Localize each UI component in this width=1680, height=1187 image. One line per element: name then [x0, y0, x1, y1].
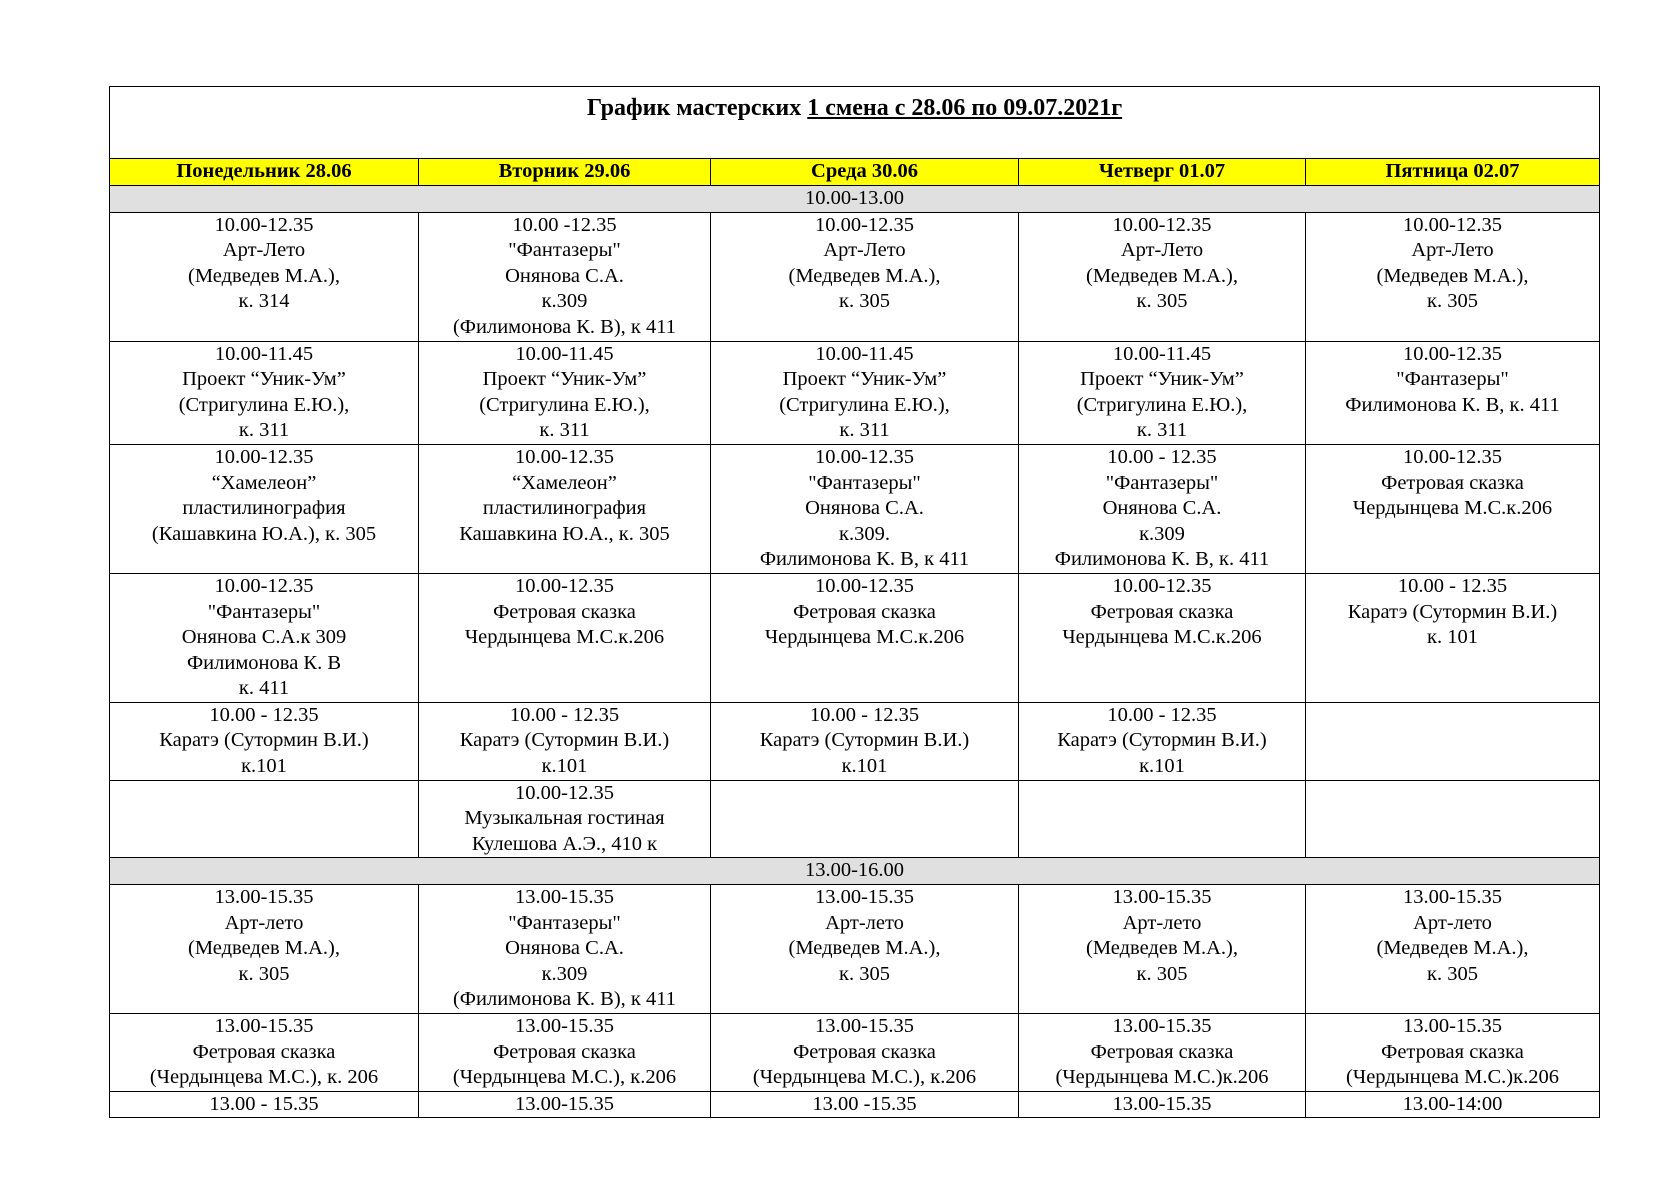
class-time: 10.00-12.35: [1402, 342, 1503, 365]
class-title: Фетровая сказка: [1381, 1040, 1524, 1063]
class-row: [110, 1014, 1600, 1092]
class-cell: [110, 1091, 419, 1118]
class-detail: Чердынцева М.С.к.206: [464, 626, 665, 649]
class-detail: к. 305: [1427, 290, 1478, 313]
class-detail: к. 311: [238, 419, 290, 442]
class-detail: Онянова С.А.: [505, 264, 624, 287]
class-detail: к. 305: [1136, 962, 1188, 985]
class-detail: (Медведев М.А.),: [1376, 937, 1529, 960]
class-title: Фетровая сказка: [192, 1040, 336, 1063]
class-detail: к. 305: [839, 962, 890, 985]
class-title: Арт-Лето: [1120, 239, 1204, 262]
empty-cell: [711, 780, 1019, 858]
class-cell: [1306, 341, 1600, 444]
class-detail: к. 311: [839, 419, 890, 442]
class-cell: [1306, 212, 1600, 341]
class-detail: пластилинография: [182, 497, 346, 520]
class-time: 10.00 -12.35: [512, 213, 617, 236]
class-title: Проект “Уник-Ум”: [182, 368, 346, 391]
class-row: [110, 780, 1600, 858]
weekday-header: Среда 30.06: [711, 159, 1019, 186]
class-time: 13.00-15.35: [514, 1092, 615, 1115]
empty-cell: [1019, 780, 1306, 858]
class-time: 10.00-12.35: [214, 213, 314, 236]
class-detail: к. 305: [839, 290, 890, 313]
class-detail: Онянова С.А.к 309: [181, 626, 347, 649]
class-time: 13.00-15.35: [814, 886, 915, 909]
class-detail: к.309: [541, 962, 588, 985]
class-title: "Фантазеры": [508, 911, 621, 934]
class-detail: (Филимонова К. В), к 411: [452, 988, 677, 1011]
class-title: Каратэ (Сутормин В.И.): [1347, 600, 1558, 623]
class-cell: [711, 1014, 1019, 1092]
class-detail: к.101: [841, 755, 888, 778]
class-detail: (Стригулина Е.Ю.),: [178, 393, 350, 416]
time-slot-label: 13.00-16.00: [110, 858, 1600, 885]
class-cell: [110, 341, 419, 444]
class-time: 10.00 - 12.35: [809, 703, 920, 726]
class-cell: [711, 885, 1019, 1014]
class-cell: [711, 341, 1019, 444]
class-title: Каратэ (Сутормин В.И.): [759, 729, 970, 752]
class-title: Каратэ (Сутормин В.И.): [1057, 729, 1267, 752]
class-title: Фетровая сказка: [793, 600, 936, 623]
class-cell: [419, 212, 711, 341]
class-detail: (Чердынцева М.С.), к.206: [452, 1066, 677, 1089]
class-cell: [1306, 1014, 1600, 1092]
class-title: "Фантазеры": [508, 239, 621, 262]
class-time: 10.00-12.35: [1112, 213, 1212, 236]
class-cell: [1019, 444, 1306, 573]
class-cell: [1019, 341, 1306, 444]
class-time: 10.00-12.35: [814, 445, 915, 468]
class-time: 13.00-15.35: [1402, 1015, 1503, 1037]
class-detail: Филимонова К. В: [186, 651, 342, 674]
class-detail: к. 305: [1136, 290, 1188, 313]
class-title: Арт-лето: [1122, 911, 1202, 934]
class-detail: (Медведев М.А.),: [788, 937, 941, 960]
title-row: [110, 87, 1600, 159]
class-cell: [711, 702, 1019, 780]
class-cell: [419, 1091, 711, 1118]
class-time: 10.00-12.35: [814, 574, 915, 597]
class-cell: [1019, 885, 1306, 1014]
class-time: 10.00-12.35: [514, 574, 615, 597]
class-row: [110, 212, 1600, 341]
class-cell: [419, 702, 711, 780]
class-title: "Фантазеры": [1105, 471, 1219, 494]
class-detail: Кашавкина Ю.А., к. 305: [459, 522, 670, 545]
class-detail: Чердынцева М.С.к.206: [764, 626, 965, 649]
class-time: 13.00-15.35: [1112, 886, 1212, 909]
class-time: 10.00-12.35: [1112, 574, 1212, 597]
class-detail: (Медведев М.А.),: [1376, 264, 1529, 287]
class-cell: [419, 444, 711, 573]
class-cell: [1019, 212, 1306, 341]
empty-cell: [110, 780, 419, 858]
class-title: Фетровая сказка: [493, 1040, 636, 1063]
class-detail: к. 311: [539, 419, 590, 442]
class-time: 13.00-15.35: [514, 886, 615, 909]
class-title: Каратэ (Сутормин В.И.): [159, 729, 369, 752]
class-title: “Хамелеон”: [211, 471, 317, 494]
weekday-header: Понедельник 28.06: [110, 159, 419, 186]
title-cell: [110, 87, 1600, 159]
class-title: Фетровая сказка: [1090, 600, 1234, 623]
class-cell: [419, 341, 711, 444]
class-time: 13.00 - 15.35: [209, 1092, 319, 1115]
class-time: 13.00-15.35: [1112, 1015, 1212, 1037]
class-title: Фетровая сказка: [793, 1040, 936, 1063]
class-cell: [711, 1091, 1019, 1118]
class-cell: [419, 1014, 711, 1092]
class-detail: Филимонова К. В, к. 411: [1345, 393, 1560, 416]
class-title: Фетровая сказка: [1090, 1040, 1234, 1063]
class-title: “Хамелеон”: [512, 471, 617, 494]
class-time: 10.00-12.35: [214, 574, 314, 597]
class-time: 13.00-15.35: [214, 886, 314, 909]
time-slot-row: [110, 858, 1600, 885]
class-time: 13.00-14:00: [1402, 1092, 1503, 1115]
class-title: Проект “Уник-Ум”: [482, 368, 647, 391]
class-time: 10.00 - 12.35: [1107, 703, 1217, 726]
class-time: 13.00-15.35: [1402, 886, 1503, 909]
weekday-header-row: [110, 159, 1600, 186]
class-detail: (Медведев М.А.),: [1086, 264, 1238, 287]
class-time: 13.00-15.35: [1112, 1092, 1212, 1115]
class-detail: (Медведев М.А.),: [1086, 937, 1238, 960]
class-cell: [1306, 573, 1600, 702]
class-time: 13.00-15.35: [514, 1015, 615, 1037]
class-cell: [1019, 702, 1306, 780]
class-detail: к. 314: [238, 290, 290, 313]
time-slot-label: 10.00-13.00: [110, 186, 1600, 213]
class-detail: к. 411: [238, 677, 290, 700]
class-detail: к.309: [1139, 522, 1185, 545]
class-time: 10.00-12.35: [1402, 445, 1503, 468]
weekday-header: Четверг 01.07: [1019, 159, 1306, 186]
class-cell: [419, 885, 711, 1014]
class-detail: к.309.: [839, 522, 890, 545]
schedule-title: [587, 95, 1122, 121]
class-cell: [711, 444, 1019, 573]
class-title: Арт-лето: [825, 911, 904, 934]
class-time: 13.00-15.35: [814, 1015, 915, 1037]
weekday-header: Пятница 02.07: [1306, 159, 1600, 186]
class-detail: (Чердынцева М.С.), к. 206: [149, 1066, 379, 1089]
class-time: 10.00 - 12.35: [1107, 445, 1217, 468]
class-title: Фетровая сказка: [493, 600, 636, 623]
title-prefix: График мастерских: [586, 95, 808, 121]
class-title: Фетровая сказка: [1381, 471, 1524, 494]
class-detail: (Филимонова К. В), к 411: [452, 315, 677, 338]
class-detail: Филимонова К. В, к. 411: [1054, 548, 1270, 571]
class-title: Арт-лето: [1413, 911, 1492, 934]
class-cell: [110, 573, 419, 702]
class-detail: Чердынцева М.С.к.206: [1352, 497, 1553, 520]
class-time: 10.00-12.35: [514, 445, 615, 468]
class-cell: [110, 702, 419, 780]
class-detail: к. 305: [238, 962, 290, 985]
class-cell: [419, 573, 711, 702]
class-row: [110, 1091, 1600, 1118]
class-cell: [711, 573, 1019, 702]
class-detail: к.101: [541, 755, 588, 778]
weekday-header: Вторник 29.06: [419, 159, 711, 186]
class-detail: к. 311: [1136, 419, 1188, 442]
class-detail: к.101: [1139, 755, 1185, 778]
class-detail: (Медведев М.А.),: [188, 937, 340, 960]
class-detail: (Стригулина Е.Ю.),: [479, 393, 650, 416]
empty-cell: [1306, 780, 1600, 858]
class-time: 10.00-12.35: [814, 213, 915, 236]
class-cell: [1306, 1091, 1600, 1118]
class-time: 13.00-15.35: [214, 1015, 314, 1037]
class-cell: [1019, 1014, 1306, 1092]
class-detail: Чердынцева М.С.к.206: [1062, 626, 1262, 649]
class-time: 10.00-12.35: [514, 781, 615, 804]
empty-cell: [1306, 702, 1600, 780]
class-detail: (Медведев М.А.),: [188, 264, 340, 287]
class-detail: к.309: [541, 290, 588, 313]
class-title: Арт-Лето: [823, 239, 906, 262]
class-cell: [110, 212, 419, 341]
class-cell: [110, 885, 419, 1014]
class-title: Арт-Лето: [1411, 239, 1494, 262]
class-detail: Кулешова А.Э., 410 к: [471, 832, 658, 855]
class-title: Арт-Лето: [222, 239, 306, 262]
class-detail: Онянова С.А.: [1102, 497, 1222, 520]
class-detail: (Стригулина Е.Ю.),: [1076, 393, 1248, 416]
class-time: 13.00 -15.35: [812, 1092, 917, 1115]
schedule-page: [109, 86, 1599, 1118]
class-title: Проект “Уник-Ум”: [1080, 368, 1244, 391]
class-row: [110, 573, 1600, 702]
class-cell: [1306, 885, 1600, 1014]
class-title: Арт-лето: [224, 911, 304, 934]
class-title: Проект “Уник-Ум”: [782, 368, 947, 391]
class-time: 10.00-11.45: [1112, 342, 1212, 365]
class-cell: [1306, 444, 1600, 573]
class-title: "Фантазеры": [207, 600, 321, 623]
class-cell: [110, 444, 419, 573]
class-detail: пластилинография: [482, 497, 647, 520]
title-shift-dates: 1 смена с 28.06 по 09.07.2021г: [807, 95, 1123, 121]
class-title: Каратэ (Сутормин В.И.): [459, 729, 670, 752]
class-time: 10.00-11.45: [815, 342, 914, 365]
class-time: 10.00-12.35: [1402, 213, 1503, 236]
class-time: 10.00-12.35: [214, 445, 314, 468]
class-detail: Филимонова К. В, к 411: [759, 548, 970, 571]
time-slot-row: [110, 186, 1600, 213]
class-title: "Фантазеры": [1396, 368, 1509, 391]
class-detail: (Чердынцева М.С.), к.206: [752, 1066, 977, 1089]
class-title: Музыкальная гостиная: [464, 807, 665, 830]
class-time: 10.00 - 12.35: [209, 703, 319, 726]
class-detail: (Кашавкина Ю.А.), к. 305: [151, 522, 377, 545]
class-row: [110, 341, 1600, 444]
class-detail: Онянова С.А.: [805, 497, 924, 520]
class-row: [110, 444, 1600, 573]
class-row: [110, 885, 1600, 1014]
class-cell: [419, 780, 711, 858]
class-time: 10.00-11.45: [214, 342, 314, 365]
class-detail: (Чердынцева М.С.)к.206: [1055, 1066, 1269, 1089]
class-detail: (Стригулина Е.Ю.),: [779, 393, 950, 416]
class-cell: [1019, 573, 1306, 702]
class-row: [110, 702, 1600, 780]
class-detail: (Медведев М.А.),: [788, 264, 941, 287]
class-title: "Фантазеры": [808, 471, 921, 494]
class-detail: к. 101: [1427, 626, 1478, 649]
schedule-table: [109, 86, 1600, 1118]
class-cell: [110, 1014, 419, 1092]
class-detail: к.101: [241, 755, 287, 778]
class-detail: (Чердынцева М.С.)к.206: [1346, 1066, 1559, 1089]
class-cell: [1019, 1091, 1306, 1118]
class-time: 10.00 - 12.35: [509, 703, 620, 726]
class-detail: Онянова С.А.: [505, 937, 624, 960]
class-detail: к. 305: [1427, 962, 1478, 985]
class-time: 10.00 - 12.35: [1397, 574, 1508, 597]
class-cell: [711, 212, 1019, 341]
class-time: 10.00-11.45: [515, 342, 614, 365]
